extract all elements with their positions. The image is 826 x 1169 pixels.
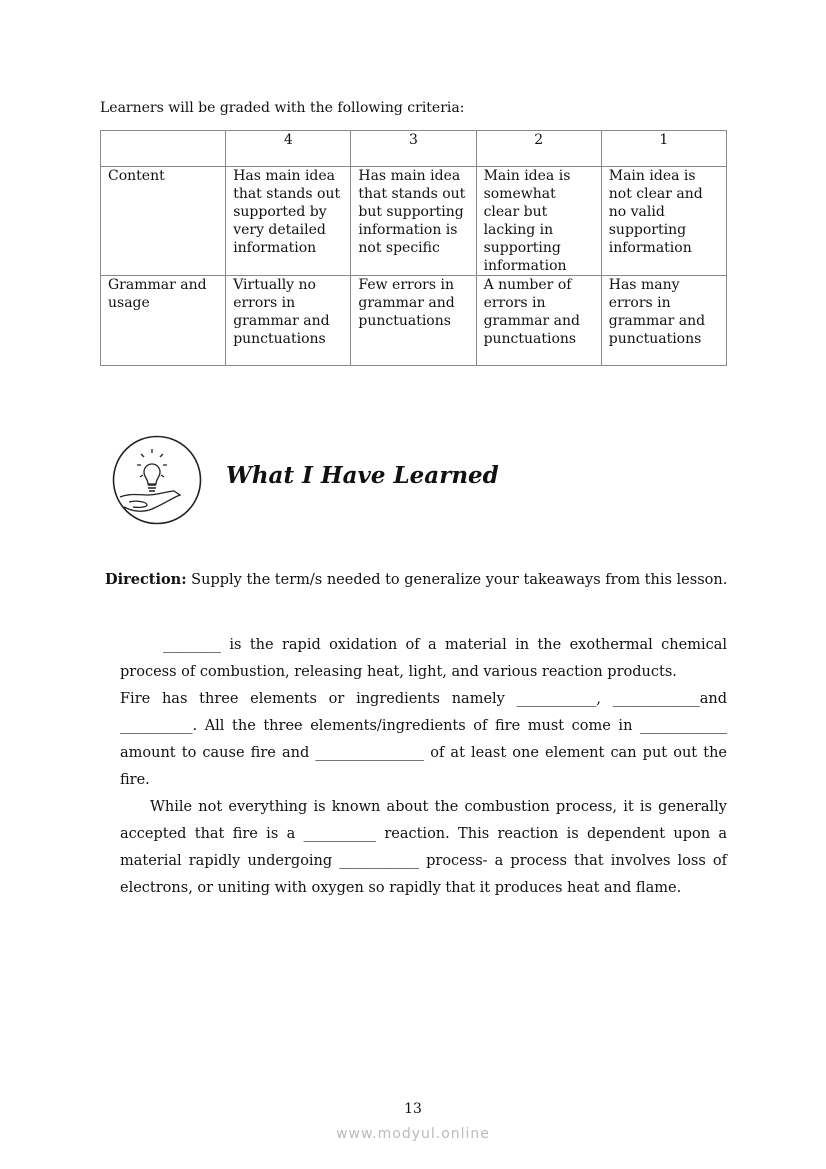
page-number: 13 (404, 1101, 422, 1117)
paragraph: ________ is the rapid oxidation of a material in the exothermal chemical process of combustion, releasing heat, light, and various reaction products. (120, 637, 727, 680)
header-cell: 4 (226, 131, 351, 167)
section-title: What I Have Learned (226, 462, 499, 489)
table-row (101, 276, 727, 366)
fill-in-the-blanks-passage (120, 632, 727, 902)
table-cell: Has main idea that stands out but supporting information is not specific (351, 167, 476, 276)
header-cell: 1 (601, 131, 726, 167)
paragraph: While not everything is known about the combustion process, it is generally accepted that fire is a __________ reaction. This reaction is dependent upon a material rapidly undergoing ___________ process- a process that involves loss of electrons, or uniting with oxygen so rapidly that it produces heat and flame. (120, 799, 727, 896)
header-cell: 2 (476, 131, 601, 167)
watermark: www.modyul.online (336, 1126, 490, 1142)
direction-label: Direction: (105, 571, 187, 588)
table-cell: Few errors in grammar and punctuations (351, 276, 476, 366)
table-cell: A number of errors in grammar and punctuations (476, 276, 601, 366)
header-cell (101, 131, 226, 167)
header-cell: 3 (351, 131, 476, 167)
direction-text (105, 571, 727, 588)
table-cell: Main idea is somewhat clear but lacking in supporting information (476, 167, 601, 276)
criterion-cell: Content (101, 167, 226, 276)
grading-rubric-table (100, 130, 727, 366)
table-cell: Main idea is not clear and no valid supporting information (601, 167, 726, 276)
table-header-row (101, 131, 727, 167)
direction-instructions: Supply the term/s needed to generalize your takeaways from this lesson. (186, 572, 728, 588)
grading-intro: Learners will be graded with the following criteria: (100, 100, 465, 116)
paragraph: Fire has three elements or ingredients namely ___________, ____________and __________. All the three elements/ingredients of fire must come in ____________ amount to cause fire and _______________ of at least one element can put out the fire. (120, 691, 727, 788)
lightbulb-in-hand-icon (112, 435, 202, 525)
table-cell: Has main idea that stands out supported by very detailed information (226, 167, 351, 276)
table-cell: Virtually no errors in grammar and punctuations (226, 276, 351, 366)
table-cell: Has many errors in grammar and punctuations (601, 276, 726, 366)
criterion-cell: Grammar and usage (101, 276, 226, 366)
table-row (101, 167, 727, 276)
